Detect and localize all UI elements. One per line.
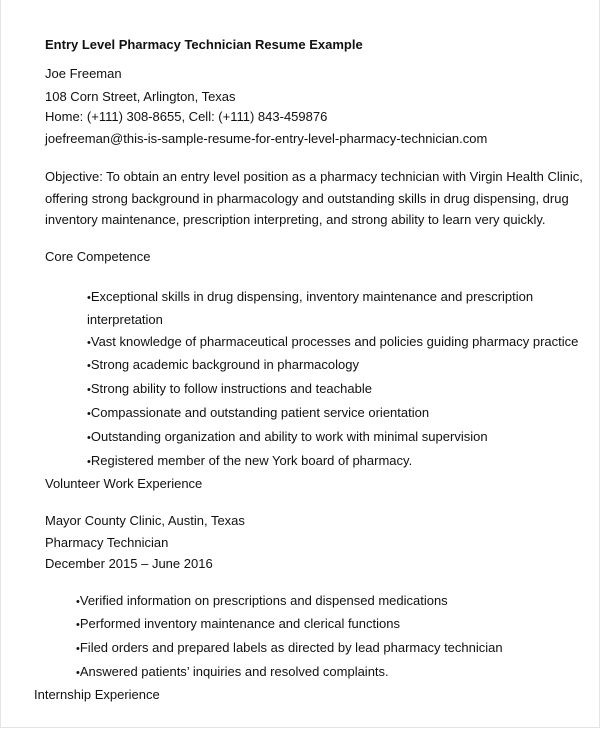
list-item-text: Compassionate and outstanding patient service orientation xyxy=(90,405,430,420)
internship-heading: Internship Experience xyxy=(34,687,160,702)
list-item xyxy=(87,334,578,351)
volunteer-heading: Volunteer Work Experience xyxy=(45,476,203,491)
bullet-icon: • xyxy=(87,384,91,396)
list-item-text: Filed orders and prepared labels as directed by lead pharmacy technician xyxy=(79,640,503,655)
list-item-text: Verified information on prescriptions and dispensed medications xyxy=(79,593,448,608)
list-item xyxy=(87,381,372,398)
bullet-icon: • xyxy=(76,619,80,631)
bullet-icon: • xyxy=(87,292,91,304)
bullet-icon: • xyxy=(87,337,91,349)
contact-phone: Home: (+111) 308-8655, Cell: (+111) 843-459876 xyxy=(45,109,328,124)
bullet-icon: • xyxy=(87,360,91,372)
list-item xyxy=(87,405,429,422)
volunteer-dates: December 2015 – June 2016 xyxy=(45,556,213,571)
bullet-icon: • xyxy=(87,408,91,420)
bullet-icon: • xyxy=(76,667,80,679)
list-item xyxy=(87,357,359,374)
bullet-icon: • xyxy=(87,456,91,468)
core-competence-heading: Core Competence xyxy=(45,249,151,264)
list-item-text: Vast knowledge of pharmaceutical processes and policies guiding pharmacy practice xyxy=(90,334,579,349)
list-item xyxy=(87,429,488,446)
list-item xyxy=(76,664,389,681)
list-item-text: Answered patients’ inquiries and resolved complaints. xyxy=(79,664,389,679)
contact-name: Joe Freeman xyxy=(45,66,122,81)
list-item xyxy=(87,289,533,306)
list-item-text: Exceptional skills in drug dispensing, inventory maintenance and prescription xyxy=(90,289,534,304)
objective-line: offering strong background in pharmacology and outstanding skills in drug dispensing, drug xyxy=(45,191,569,206)
bullet-icon: • xyxy=(87,432,91,444)
list-item xyxy=(76,616,400,633)
list-item xyxy=(76,640,503,657)
list-item xyxy=(76,593,448,610)
document-title: Entry Level Pharmacy Technician Resume Example xyxy=(45,37,363,52)
list-item xyxy=(87,453,412,470)
contact-email: joefreeman@this-is-sample-resume-for-entry-level-pharmacy-technician.com xyxy=(45,131,488,146)
bullet-icon: • xyxy=(76,596,80,608)
list-item-continuation: interpretation xyxy=(87,312,163,327)
objective-line: inventory maintenance, prescription interpreting, and strong ability to learn very quickly. xyxy=(45,212,546,227)
list-item-text: Registered member of the new York board of pharmacy. xyxy=(90,453,413,468)
list-item-text: Performed inventory maintenance and clerical functions xyxy=(79,616,400,631)
list-item-text: Strong ability to follow instructions and teachable xyxy=(90,381,372,396)
list-item-text: Strong academic background in pharmacology xyxy=(90,357,359,372)
objective-line: Objective: To obtain an entry level position as a pharmacy technician with Virgin Health Clinic, xyxy=(45,169,583,184)
list-item-text: Outstanding organization and ability to work with minimal supervision xyxy=(90,429,488,444)
volunteer-role: Pharmacy Technician xyxy=(45,535,169,550)
volunteer-employer: Mayor County Clinic, Austin, Texas xyxy=(45,513,245,528)
contact-address: 108 Corn Street, Arlington, Texas xyxy=(45,89,236,104)
bullet-icon: • xyxy=(76,643,80,655)
